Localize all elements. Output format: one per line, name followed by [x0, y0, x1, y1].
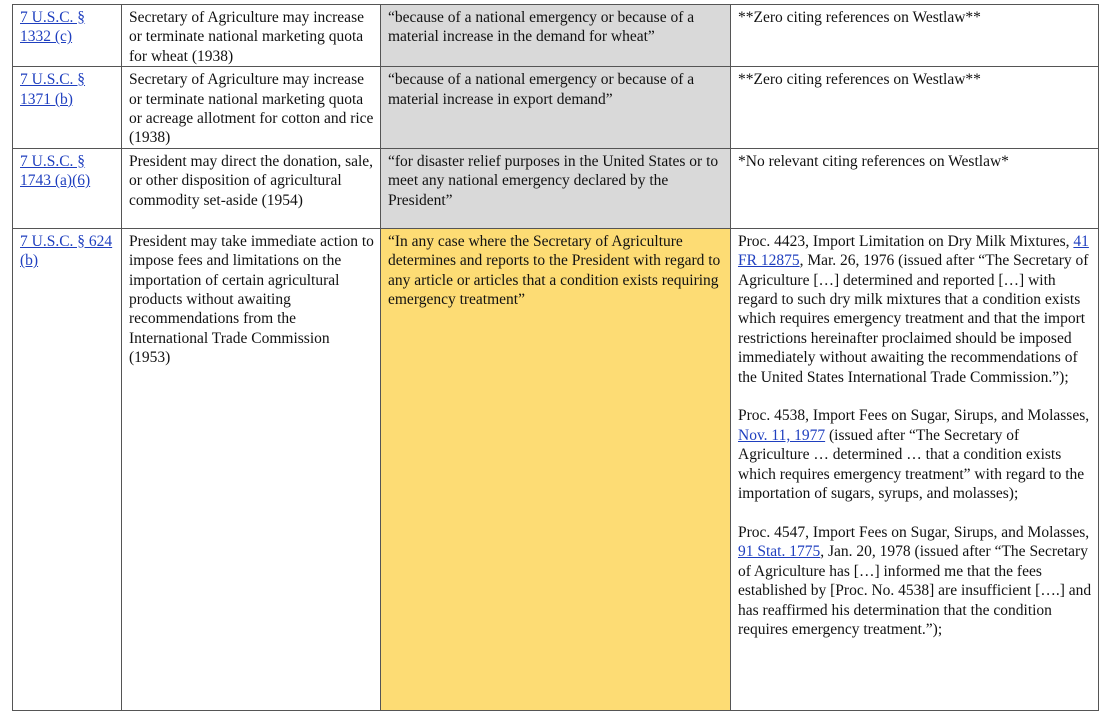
- proclamation-text: , Jan. 20, 1978 (issued after “The Secretary of Agriculture has […] informed me that the fees established by [Proc. No. 4538] are insufficient [….] and has reaffirmed his determination that the condition requires emergency treatment.”);: [738, 543, 1092, 638]
- citing-cell: **Zero citing references on Westlaw**: [731, 67, 1099, 149]
- table-row: [13, 228, 1099, 710]
- quote-cell-highlighted: “In any case where the Secretary of Agriculture determines and reports to the President with regard to any article or articles that a condition exists requiring emergency treatment”: [381, 228, 731, 710]
- statute-link[interactable]: 7 U.S.C. § 1332 (c): [20, 9, 86, 46]
- proclamation-entry: [738, 406, 1092, 503]
- statute-cell: [13, 228, 122, 710]
- citing-cell: *No relevant citing references on Westlaw*: [731, 148, 1099, 228]
- proclamations-cell: [731, 228, 1099, 710]
- description-cell: Secretary of Agriculture may increase or terminate national marketing quota or acreage allotment for cotton and rice (1938): [122, 67, 381, 149]
- proclamation-text: Proc. 4547, Import Fees on Sugar, Sirups, and Molasses,: [738, 523, 1090, 541]
- proclamation-text: (issued after “The Secretary of Agriculture … determined … that a condition exists which requires emergency treatment” with regard to the importation of sugars, syrups, and molasses);: [738, 426, 1085, 503]
- proclamation-text: Proc. 4423, Import Limitation on Dry Milk Mixtures,: [738, 232, 1074, 250]
- quote-cell: “because of a national emergency or because of a material increase in the demand for wheat”: [381, 5, 731, 67]
- quote-cell: “for disaster relief purposes in the United States or to meet any national emergency declared by the President”: [381, 148, 731, 228]
- table-row: [13, 67, 1099, 149]
- proclamation-entry: [738, 232, 1092, 387]
- statute-cell: [13, 67, 122, 149]
- description-cell: President may direct the donation, sale, or other disposition of agricultural commodity set-aside (1954): [122, 148, 381, 228]
- citing-cell: **Zero citing references on Westlaw**: [731, 5, 1099, 67]
- statute-link[interactable]: 7 U.S.C. § 624 (b): [20, 232, 113, 270]
- statute-cell: [13, 5, 122, 67]
- citation-link[interactable]: Nov. 11, 1977: [738, 426, 826, 444]
- table-row: [13, 148, 1099, 228]
- description-cell: Secretary of Agriculture may increase or terminate national marketing quota for wheat (1938): [122, 5, 381, 67]
- description-cell: President may take immediate action to impose fees and limitations on the importation of certain agricultural products without awaiting recommendations from the International Trade Commission (1953): [122, 228, 381, 710]
- table-row: [13, 5, 1099, 67]
- proclamation-text: Proc. 4538, Import Fees on Sugar, Sirups, and Molasses,: [738, 407, 1090, 425]
- statute-link[interactable]: 7 U.S.C. § 1371 (b): [20, 71, 86, 108]
- quote-cell: “because of a national emergency or because of a material increase in export demand”: [381, 67, 731, 149]
- statutes-table: [12, 4, 1099, 711]
- statute-cell: [13, 148, 122, 228]
- proclamation-text: , Mar. 26, 1976 (issued after “The Secretary of Agriculture […] determined and reported […] with regard to such dry milk mixtures that a condition exists which requires emergency treatment and that the import restrictions hereinafter proclaimed should be imposed immediately without awaiting the recommendations of the United States International Trade Commission.”);: [738, 252, 1089, 386]
- citation-link[interactable]: 41 FR 12875: [738, 232, 1089, 270]
- proclamation-entry: [738, 523, 1092, 639]
- statute-link[interactable]: 7 U.S.C. § 1743 (a)(6): [20, 152, 91, 190]
- citation-link[interactable]: 91 Stat. 1775: [738, 543, 821, 561]
